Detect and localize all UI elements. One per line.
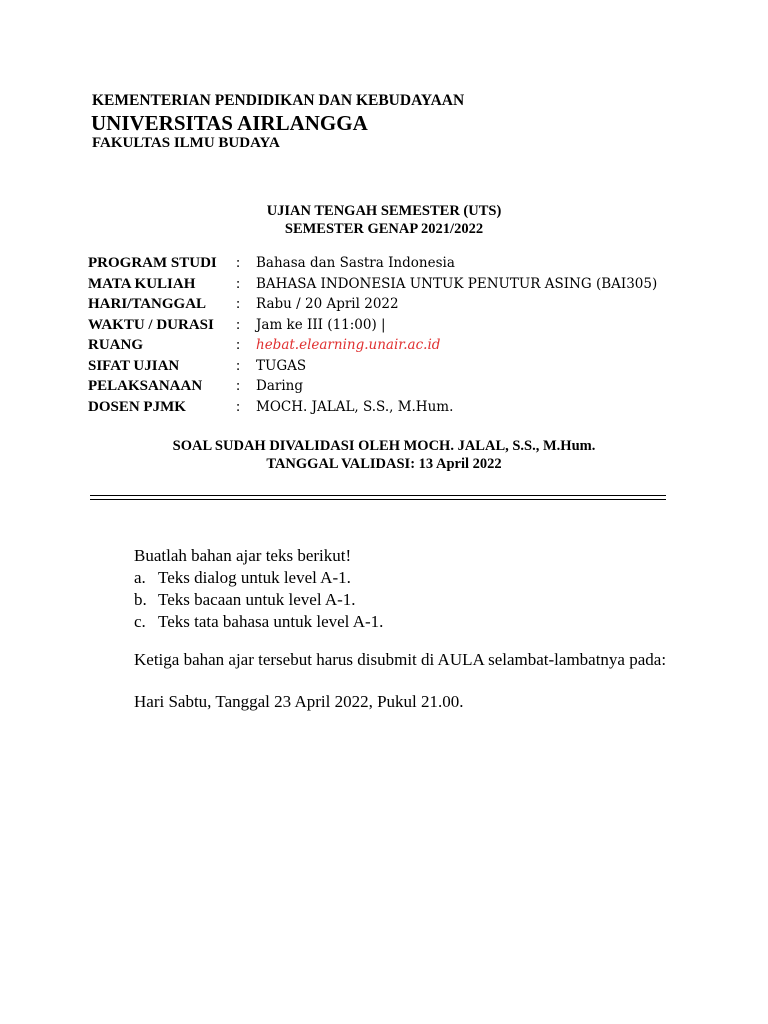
exam-semester: SEMESTER GENAP 2021/2022	[284, 221, 484, 237]
info-colon: :	[236, 296, 241, 312]
info-value: Jam ke III (11:00) |	[256, 316, 386, 333]
info-label: HARI/TANGGAL	[88, 296, 207, 312]
info-label: MATA KULIAH	[88, 275, 196, 292]
list-item-text: Teks tata bahasa untuk level A-1.	[158, 612, 384, 631]
info-value: Daring	[256, 378, 303, 394]
list-item-marker: a.	[134, 568, 146, 587]
validation-statement: SOAL SUDAH DIVALIDASI OLEH MOCH. JALAL, S.S., M.Hum.	[172, 438, 596, 454]
info-label: PELAKSANAAN	[88, 378, 203, 394]
task-instructions	[134, 546, 694, 634]
list-item-text: Teks dialog untuk level A-1.	[158, 568, 351, 587]
info-label: WAKTU / DURASI	[88, 316, 214, 333]
info-colon: :	[236, 255, 241, 271]
submission-deadline: Hari Sabtu, Tanggal 23 April 2022, Pukul 21.00.	[134, 692, 464, 711]
divider-line	[90, 499, 666, 500]
divider-line	[90, 495, 666, 496]
exam-title: UJIAN TENGAH SEMESTER (UTS)	[266, 203, 502, 219]
info-label: PROGRAM STUDI	[88, 255, 217, 271]
list-item	[134, 590, 694, 612]
university-name: UNIVERSITAS AIRLANGGA	[91, 111, 368, 135]
list-item-marker: b.	[134, 590, 147, 609]
info-value: TUGAS	[256, 357, 307, 374]
submission-note: Ketiga bahan ajar tersebut harus disubmit di AULA selambat-lambatnya pada:	[134, 650, 667, 669]
info-value: Bahasa dan Sastra Indonesia	[256, 255, 455, 271]
info-colon: :	[236, 378, 241, 394]
info-colon: :	[236, 398, 241, 415]
info-label: SIFAT UJIAN	[88, 357, 180, 374]
info-label: RUANG	[88, 337, 143, 353]
list-item	[134, 568, 694, 590]
faculty-name: FAKULTAS ILMU BUDAYA	[92, 135, 280, 151]
info-value: MOCH. JALAL, S.S., M.Hum.	[256, 398, 454, 415]
info-colon: :	[236, 316, 241, 333]
info-colon: :	[236, 337, 241, 353]
info-value: BAHASA INDONESIA UNTUK PENUTUR ASING (BAI305)	[256, 275, 658, 292]
list-item-marker: c.	[134, 612, 146, 631]
info-colon: :	[236, 357, 241, 374]
elearning-link[interactable]: hebat.elearning.unair.ac.id	[256, 337, 441, 353]
info-value: Rabu / 20 April 2022	[256, 296, 399, 312]
info-label: DOSEN PJMK	[88, 398, 186, 415]
task-intro: Buatlah bahan ajar teks berikut!	[134, 546, 352, 565]
list-item-text: Teks bacaan untuk level A-1.	[158, 590, 356, 609]
info-colon: :	[236, 275, 241, 292]
ministry-name: KEMENTERIAN PENDIDIKAN DAN KEBUDAYAAN	[92, 92, 465, 109]
validation-date: TANGGAL VALIDASI: 13 April 2022	[266, 456, 502, 472]
list-item	[134, 612, 694, 634]
